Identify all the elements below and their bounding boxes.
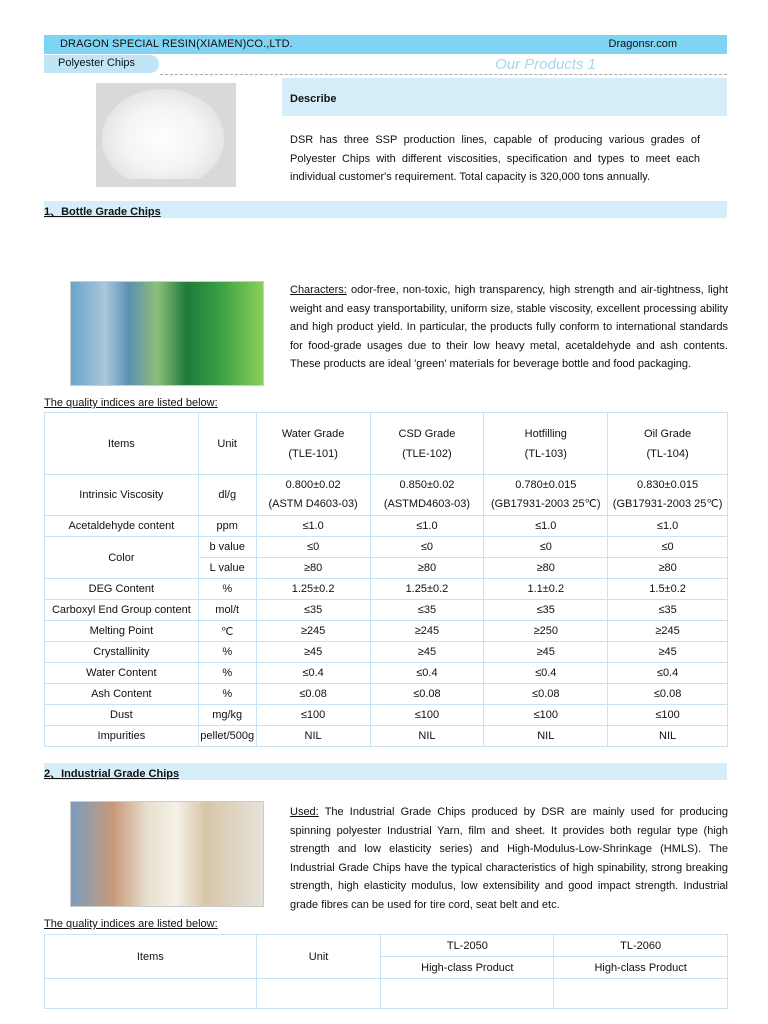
table-header-row [45,413,728,475]
cell-value: ≥245 [370,621,484,642]
used-label: Used: [290,806,319,818]
cell-value: ≥245 [608,621,728,642]
cell-item: Intrinsic Viscosity [45,475,199,516]
cell-value: ≤35 [256,600,370,621]
cell-unit: pellet/500g [198,726,256,747]
cell-value: ≤0 [370,537,484,558]
col-items: Items [45,935,257,979]
cell-item: Crystallinity [45,642,199,663]
table-row [45,516,728,537]
table-row [45,579,728,600]
cell-empty [554,979,728,1009]
col-class: High-class Product [554,957,728,979]
section-tab[interactable] [44,55,159,73]
cell-value: ≤0 [256,537,370,558]
cell-value: ≤35 [370,600,484,621]
cell-value: ≤100 [370,705,484,726]
polyester-chips-image [96,83,236,187]
table-row [45,537,728,558]
cell-value: ≤1.0 [608,516,728,537]
cell-value: NIL [256,726,370,747]
cell-value: 1.25±0.2 [256,579,370,600]
cell-value: ≤100 [608,705,728,726]
cell-item: DEG Content [45,579,199,600]
cell-value: ≤1.0 [256,516,370,537]
cell-value: 0.800±0.02 (ASTM D4603-03) [256,475,370,516]
cell-unit: dl/g [198,475,256,516]
table-row [45,642,728,663]
cell-value: ≥45 [256,642,370,663]
cell-unit: b value [198,537,256,558]
page-title: Our Products 1 [495,56,596,73]
cell-value: ≤0.4 [256,663,370,684]
company-name: DRAGON SPECIAL RESIN(XIAMEN)CO.,LTD. [60,38,293,50]
col-items: Items [45,413,199,475]
cell-value: 1.25±0.2 [370,579,484,600]
cell-item: Acetaldehyde content [45,516,199,537]
cell-value: ≤1.0 [370,516,484,537]
cell-value: ≥250 [484,621,608,642]
cell-value: ≤100 [484,705,608,726]
cell-value: NIL [608,726,728,747]
cell-value: ≥80 [484,558,608,579]
cell-value: ≤1.0 [484,516,608,537]
bottles-image [70,281,264,386]
industrial-quality-table [44,934,728,1009]
col-grade: CSD Grade (TLE-102) [370,413,484,475]
cell-value: NIL [370,726,484,747]
cell-value: ≥80 [608,558,728,579]
cell-unit: L value [198,558,256,579]
col-unit: Unit [198,413,256,475]
table-row [45,726,728,747]
used-body: The Industrial Grade Chips produced by DSR are mainly used for producing spinning polyester Industrial Yarn, film and sheet. It provides both regular type (high strength and low elasticity series) and High-Modulus-Low-Shrinkage (HMLS). The Industrial Grade Chips have the typical characteristics of high spinability, strong breaking strength, high elasticity modulus, low extensibility and good impact strength. Industrial grade fibres can be used for tire cord, seat belt and etc. [290,806,728,911]
industrial-section-heading: 2、Industrial Grade Chips [44,768,180,780]
col-grade: Hotfilling (TL-103) [484,413,608,475]
bottle-characters-text [290,281,728,374]
describe-label: Describe [290,93,337,105]
characters-label: Characters: [290,284,347,296]
table-row [45,684,728,705]
industrial-quality-label: The quality indices are listed below: [44,918,218,930]
cell-empty [45,979,257,1009]
cell-item: Ash Content [45,684,199,705]
col-grade: Water Grade (TLE-101) [256,413,370,475]
dashed-divider [160,74,727,75]
cell-unit: ppm [198,516,256,537]
cell-value: NIL [484,726,608,747]
table-row [45,621,728,642]
cell-value: ≤100 [256,705,370,726]
bottle-quality-label: The quality indices are listed below: [44,397,218,409]
cell-value: 0.830±0.015 (GB17931-2003 25℃) [608,475,728,516]
cell-value: ≤0.08 [256,684,370,705]
cell-unit: mg/kg [198,705,256,726]
cell-item: Impurities [45,726,199,747]
cell-item: Color [45,537,199,579]
industrial-used-text [290,803,728,914]
cell-value: ≤0.4 [484,663,608,684]
col-product: TL-2060 [554,935,728,957]
cell-unit: % [198,663,256,684]
bottle-section-heading: 1、Bottle Grade Chips [44,206,161,218]
industrial-image [70,801,264,907]
cell-value: ≥45 [484,642,608,663]
col-product: TL-2050 [381,935,554,957]
cell-value: ≥80 [370,558,484,579]
cell-unit: ℃ [198,621,256,642]
cell-value: ≤0.08 [608,684,728,705]
cell-value: ≥45 [608,642,728,663]
section-tab-label: Polyester Chips [58,57,136,69]
header-bar [44,35,727,54]
bottle-section-bar [44,201,727,218]
cell-value: ≤0.08 [484,684,608,705]
cell-value: 0.850±0.02 (ASTMD4603-03) [370,475,484,516]
table-row [45,979,728,1009]
characters-body: odor-free, non-toxic, high transparency, high strength and air-tightness, light weight and easy transportability, uniform size, stable viscosity, excellent processing ability and high product yield. In particular, the products fully conform to international standards for food-grade usages due to their low heavy metal, acetaldehyde and ash contents. These products are ideal 'green' materials for beverage bottle and food packaging. [290,284,728,370]
cell-value: ≥245 [256,621,370,642]
cell-unit: % [198,642,256,663]
col-unit: Unit [256,935,381,979]
cell-unit: % [198,684,256,705]
cell-value: ≤0.4 [608,663,728,684]
cell-empty [381,979,554,1009]
cell-value: ≤0.4 [370,663,484,684]
cell-item: Melting Point [45,621,199,642]
col-grade: Oil Grade (TL-104) [608,413,728,475]
table-row [45,705,728,726]
cell-value: ≥45 [370,642,484,663]
cell-value: ≥80 [256,558,370,579]
cell-value: 0.780±0.015 (GB17931-2003 25℃) [484,475,608,516]
table-row [45,475,728,516]
cell-empty [256,979,381,1009]
cell-value: 1.1±0.2 [484,579,608,600]
table-row [45,663,728,684]
cell-item: Dust [45,705,199,726]
cell-value: ≤35 [608,600,728,621]
site-link[interactable]: Dragonsr.com [608,38,677,50]
cell-unit: % [198,579,256,600]
describe-text: DSR has three SSP production lines, capable of producing various grades of Polyester Chips with different viscosities, specification and types to meet each individual customer's requirement. Total capacity is 320,000 tons annually. [290,134,700,183]
cell-item: Water Content [45,663,199,684]
cell-value: ≤0 [484,537,608,558]
cell-value: 1.5±0.2 [608,579,728,600]
cell-value: ≤0.08 [370,684,484,705]
describe-bar [282,78,727,116]
col-class: High-class Product [381,957,554,979]
cell-unit: mol/t [198,600,256,621]
bottle-quality-table [44,412,728,747]
table-header-row [45,935,728,957]
cell-item: Carboxyl End Group content [45,600,199,621]
cell-value: ≤0 [608,537,728,558]
table-row [45,600,728,621]
industrial-section-bar [44,763,727,780]
cell-value: ≤35 [484,600,608,621]
